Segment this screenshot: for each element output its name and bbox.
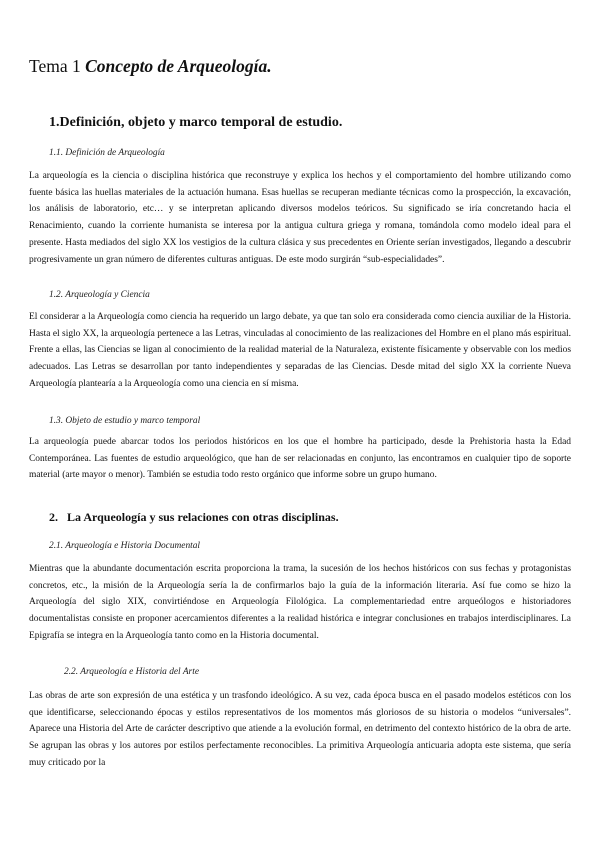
section-2-heading: 2. La Arqueología y sus relaciones con otras disciplinas. — [49, 510, 339, 524]
subsection-2-1-heading: 2.1. Arqueología e Historia Documental — [49, 541, 201, 551]
subsection-1-1-heading: 1.1. Definición de Arqueología — [49, 148, 165, 158]
subsection-1-2-heading: 1.2. Arqueología y Ciencia — [49, 290, 150, 300]
paragraph-art-history: Las obras de arte son expresión de una estética y un trasfondo ideológico. A su vez, cada época busca en el pasado modelos estéticos con los que identificarse, seleccionando épocas y estilos representativos de los momentos más gloriosos de su historia o modelos “universales”. Aparece una Historia del Arte de carácter descriptivo que atiende a la evolución formal, en detrimento del contexto histórico de la obra de arte. Se agrupan las obras y los autores por estilos perfectamente reconocibles. La primitiva Arqueología anticuaria adopta este sistema, que sería muy criticado por la — [29, 691, 571, 768]
paragraph-object: La arqueología puede abarcar todos los periodos históricos en los que el hombre ha participado, desde la Prehistoria hasta la Edad Contemporánea. Las fuentes de estudio arqueológico, que han de ser relacionadas en conjunto, las encontramos en cualquier tipo de soporte material (arte mayor o menor). También se estudia todo resto orgánico que informe sobre un grupo humano. — [29, 437, 571, 481]
paragraph-definition: La arqueología es la ciencia o disciplina histórica que reconstruye y explica los hechos y el comportamiento del hombre utilizando como fuente básica las huellas materiales de la actuación humana. Esas huellas se recuperan mediante técnicas como la prospección, la excavación, los análisis de laboratorio, etc… y se interpretan aplicando diversos modelos teóricos. Su significado se iría concretando hacia el Renacimiento, cuando la corriente humanista se interesa por la antigua cultura griega y romana, tomándola como modelo ideal para el presente. Hasta mediados del siglo XX los vestigios de la cultura clásica y sus precedentes en Oriente serían investigados, llegando a descubrir progresivamente un gran número de diferentes culturas antiguas. De este modo surgirán “sub-especialidades”. — [29, 171, 571, 265]
title-main: Concepto de Arqueología. — [85, 56, 272, 76]
section-1-heading: 1.Definición, objeto y marco temporal de estudio. — [49, 115, 343, 130]
subsection-2-2-heading: 2.2. Arqueología e Historia del Arte — [64, 667, 199, 677]
document-title — [29, 56, 272, 77]
title-prefix: Tema 1 — [29, 56, 81, 76]
subsection-1-3-heading: 1.3. Objeto de estudio y marco temporal — [49, 416, 201, 426]
paragraph-documentary-history: Mientras que la abundante documentación escrita proporciona la trama, la sucesión de los hechos históricos con sus fechas y protagonistas concretos, etc., la misión de la Arqueología sería la de confirmarlos bajo la guía de la información literaria. Así fue como se hizo la Arqueología del siglo XIX, convirtiéndose en Arqueología Filológica. La complementariedad entre arqueólogos e historiadores documentalistas consiste en proponer acercamientos diferentes a la realidad histórica e integrar conclusiones en trabajos interdisciplinares. La Epigrafía se integra en la Arqueología tanto como en la Historia documental. — [29, 564, 571, 641]
paragraph-science: El considerar a la Arqueología como ciencia ha requerido un largo debate, ya que tan solo era considerada como ciencia auxiliar de la Historia. Hasta el siglo XX, la arqueología pertenece a las Letras, vinculadas al conocimiento de las realizaciones del Hombre en el plano más espiritual. Frente a ellas, las Ciencias se ligan al conocimiento de la realidad material de la Naturaleza, existente físicamente y observable con los medios adecuados. Las Letras se desarrollan por tanto independientes y separadas de las Ciencias. Desde mitad del siglo XX la corriente Nueva Arqueología plantearía a la Arqueología como una ciencia en sí misma. — [29, 312, 571, 389]
